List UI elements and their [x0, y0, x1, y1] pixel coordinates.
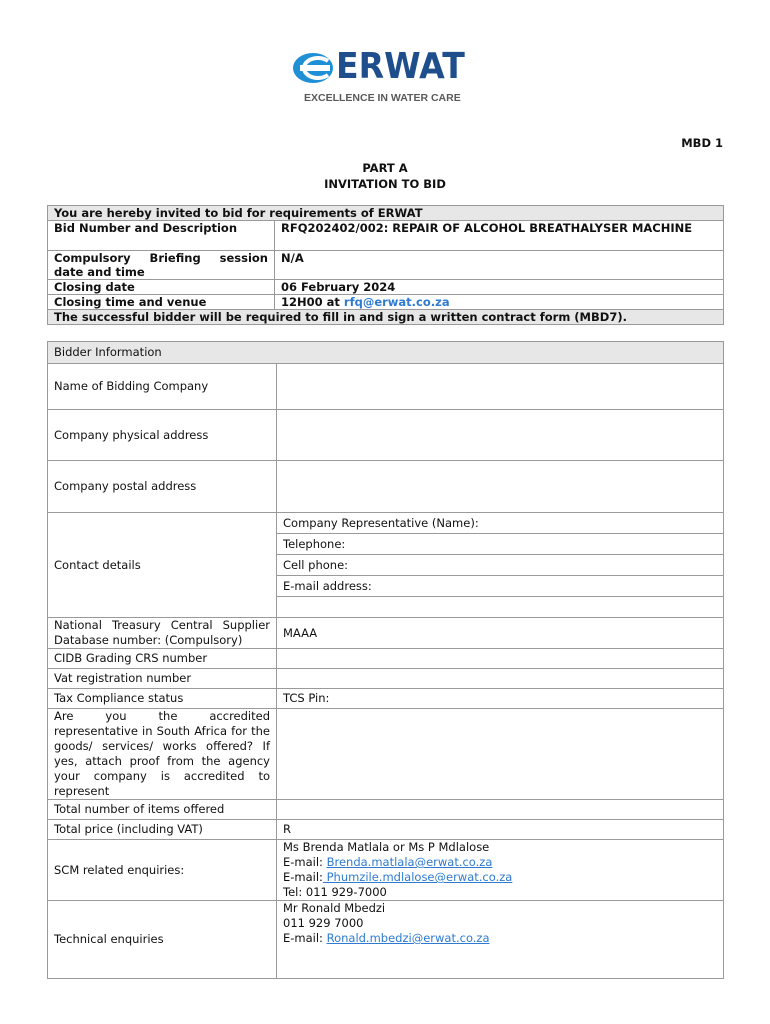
invitation-table — [47, 205, 724, 325]
tcs-pin-field[interactable]: TCS Pin: — [277, 689, 724, 709]
items-offered-field[interactable] — [277, 800, 724, 820]
table-row — [48, 251, 724, 280]
closing-date-value: 06 February 2024 — [275, 280, 724, 295]
closing-time-label: Closing time and venue — [48, 295, 275, 310]
part-label: PART A — [362, 161, 408, 175]
document-heading — [0, 160, 770, 192]
closing-time-value — [275, 295, 724, 310]
accredited-label: Are you the accredited representative in South Africa for the goods/ services/ works offered? If yes, attach proof from the agency your company is accredited to represent — [48, 709, 277, 800]
table-row — [48, 820, 724, 840]
total-price-field[interactable]: R — [277, 820, 724, 840]
company-name-label: Name of Bidding Company — [48, 364, 277, 410]
bidder-information-table — [47, 341, 724, 979]
table-row — [48, 669, 724, 689]
tax-compliance-label: Tax Compliance status — [48, 689, 277, 709]
table-row — [48, 342, 724, 364]
table-row — [48, 295, 724, 310]
table-row — [48, 364, 724, 410]
items-offered-label: Total number of items offered — [48, 800, 277, 820]
form-code: MBD 1 — [681, 136, 723, 150]
tech-contact-name: Mr Ronald Mbedzi — [283, 901, 386, 915]
table-row — [48, 221, 724, 251]
scm-enquiries-label: SCM related enquiries: — [48, 840, 277, 901]
briefing-label: Compulsory Briefing session date and time — [48, 251, 275, 280]
logo-wordmark: ERWAT — [336, 46, 465, 87]
scm-email-link-2[interactable]: Phumzile.mdlalose@erwat.co.za — [322, 870, 513, 884]
scm-email-line-2 — [283, 870, 717, 885]
technical-enquiries-label: Technical enquiries — [48, 901, 277, 979]
bid-number-value: RFQ202402/002: REPAIR OF ALCOHOL BREATHALYSER MACHINE — [275, 221, 724, 251]
table-row — [48, 310, 724, 325]
representative-field[interactable]: Company Representative (Name): — [277, 513, 724, 534]
scm-email-link-1[interactable]: Brenda.matlala@erwat.co.za — [326, 855, 493, 869]
erwat-e-icon — [292, 52, 334, 84]
table-row — [48, 410, 724, 461]
scm-enquiries-details — [277, 840, 724, 901]
scm-contact-names: Ms Brenda Matlala or Ms P Mdlalose — [283, 840, 490, 854]
email-address-field[interactable]: E-mail address: — [277, 576, 724, 597]
closing-time-text: 12H00 at — [281, 295, 344, 309]
scm-telephone: Tel: 011 929-7000 — [283, 885, 387, 899]
contract-note: The successful bidder will be required to fill in and sign a written contract form (MBD7). — [48, 310, 724, 325]
postal-address-label: Company postal address — [48, 461, 277, 513]
erwat-logo — [292, 46, 482, 110]
tech-email-link[interactable]: Ronald.mbedzi@erwat.co.za — [326, 931, 490, 945]
telephone-field[interactable]: Telephone: — [277, 534, 724, 555]
physical-address-label: Company physical address — [48, 410, 277, 461]
accredited-field[interactable] — [277, 709, 724, 800]
cidb-field[interactable] — [277, 649, 724, 669]
technical-enquiries-details — [277, 901, 724, 979]
table-row — [48, 709, 724, 800]
physical-address-field[interactable] — [277, 410, 724, 461]
email-prefix: E-mail: — [283, 931, 327, 945]
briefing-value: N/A — [275, 251, 724, 280]
table-row — [48, 649, 724, 669]
table-row — [48, 206, 724, 221]
invitation-intro: You are hereby invited to bid for requirements of ERWAT — [48, 206, 724, 221]
bid-number-label: Bid Number and Description — [48, 221, 275, 251]
vat-label: Vat registration number — [48, 669, 277, 689]
closing-date-label: Closing date — [48, 280, 275, 295]
table-row — [48, 689, 724, 709]
contact-extra-field[interactable] — [277, 597, 724, 618]
total-price-label: Total price (including VAT) — [48, 820, 277, 840]
postal-address-field[interactable] — [277, 461, 724, 513]
table-row — [48, 618, 724, 649]
table-row — [48, 840, 724, 901]
tech-email-line — [283, 931, 717, 946]
bidder-section-title: Bidder Information — [48, 342, 724, 364]
scm-email-line-1 — [283, 855, 717, 870]
document-title: INVITATION TO BID — [324, 177, 446, 191]
table-row — [48, 280, 724, 295]
email-prefix: E-mail: — [283, 855, 327, 869]
company-name-field[interactable] — [277, 364, 724, 410]
cell-phone-field[interactable]: Cell phone: — [277, 555, 724, 576]
table-row — [48, 461, 724, 513]
table-row — [48, 513, 724, 534]
vat-field[interactable] — [277, 669, 724, 689]
email-prefix: E-mail: — [283, 870, 323, 884]
closing-email-link[interactable]: rfq@erwat.co.za — [343, 295, 450, 309]
tech-phone: 011 929 7000 — [283, 916, 364, 930]
table-row — [48, 800, 724, 820]
table-row — [48, 901, 724, 979]
csd-number-field[interactable]: MAAA — [277, 618, 724, 649]
csd-number-label: National Treasury Central Supplier Database number: (Compulsory) — [48, 618, 277, 649]
logo-tagline: EXCELLENCE IN WATER CARE — [304, 92, 461, 104]
contact-details-label: Contact details — [48, 513, 277, 618]
cidb-label: CIDB Grading CRS number — [48, 649, 277, 669]
